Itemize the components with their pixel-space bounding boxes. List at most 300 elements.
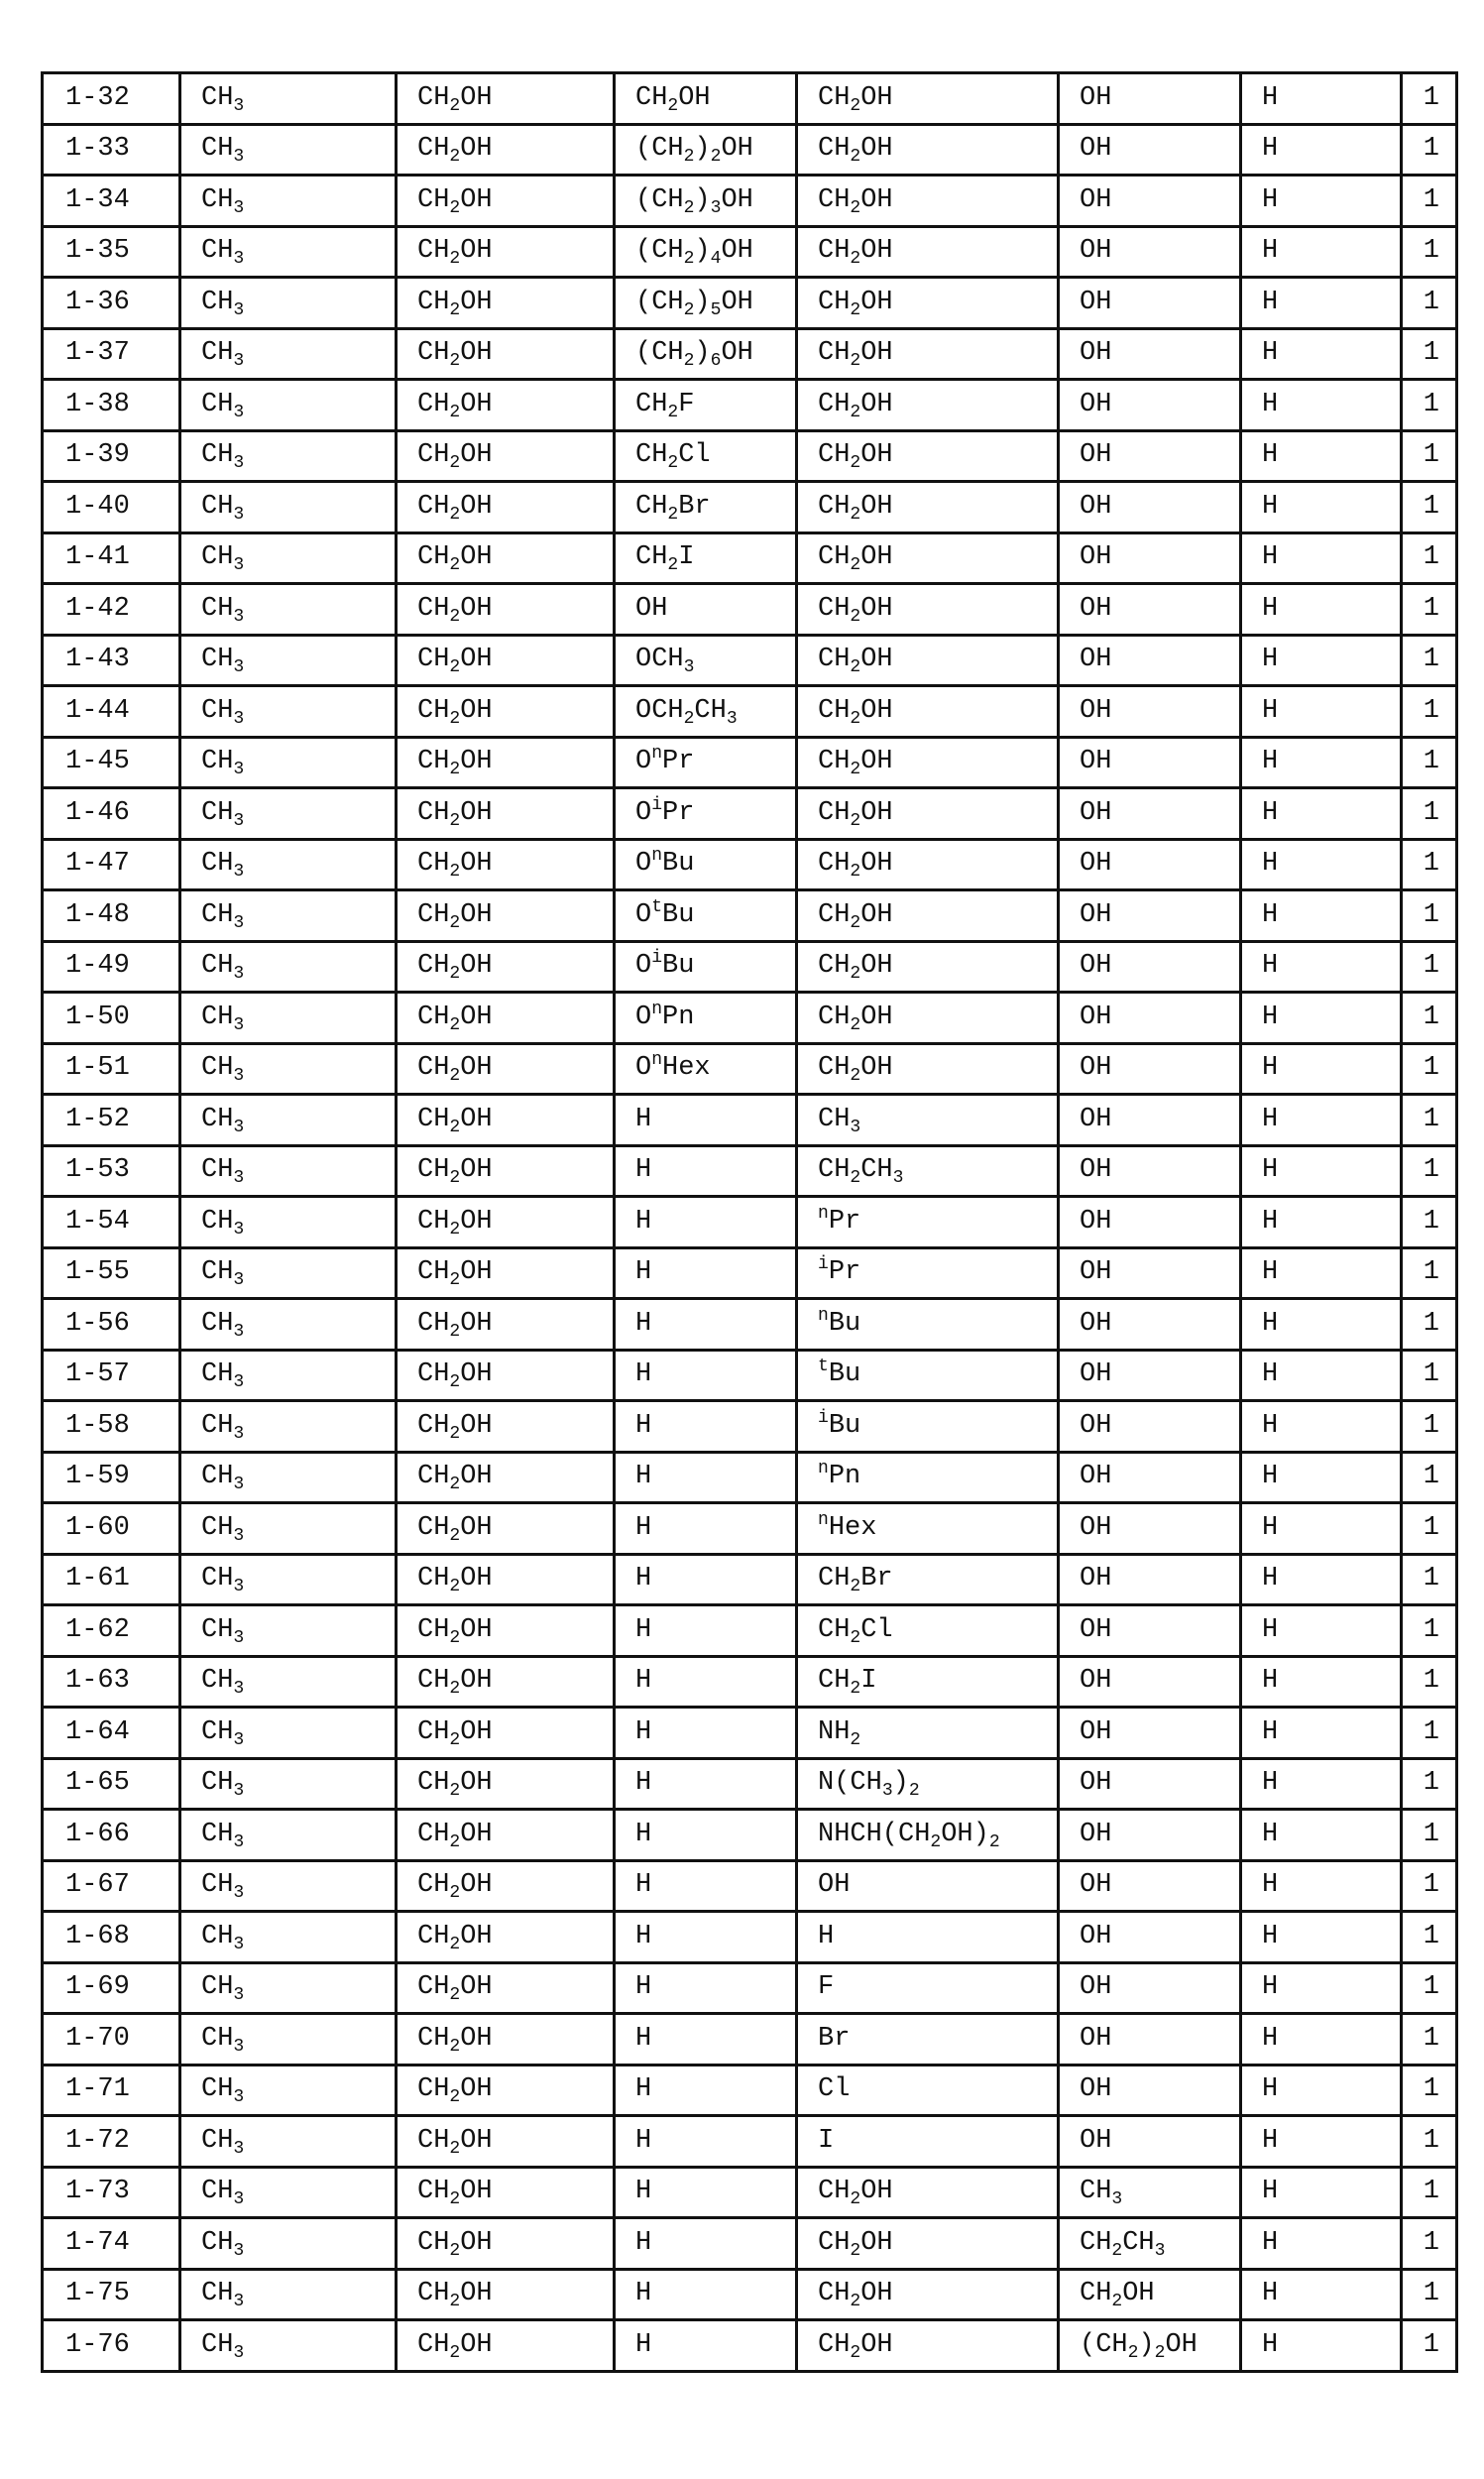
- table-cell-col6: H: [1241, 635, 1402, 686]
- table-cell-col6: H: [1241, 839, 1402, 890]
- table-cell-col4: Br: [797, 2014, 1059, 2066]
- table-row: [43, 2167, 1457, 2218]
- table-cell-col3: H: [615, 1452, 797, 1503]
- table-row: [43, 2269, 1457, 2320]
- table-cell-col2: CH2OH: [397, 2320, 615, 2372]
- table-cell-col4: CH2OH: [797, 941, 1059, 993]
- table-cell-col7: 1: [1402, 2065, 1457, 2116]
- table-cell-col7: 1: [1402, 1962, 1457, 2014]
- table-cell-col7: 1: [1402, 2014, 1457, 2066]
- compound-id-cell: 1-58: [43, 1401, 180, 1453]
- table-cell-col5: OH: [1059, 2014, 1241, 2066]
- compound-id-cell: 1-74: [43, 2218, 180, 2270]
- table-cell-col4: I: [797, 2116, 1059, 2168]
- table-cell-col6: H: [1241, 2269, 1402, 2320]
- table-cell-col1: CH3: [180, 1554, 397, 1605]
- table-row: [43, 1656, 1457, 1708]
- table-cell-col4: nHex: [797, 1503, 1059, 1555]
- table-cell-col7: 1: [1402, 1503, 1457, 1555]
- compound-id-cell: 1-42: [43, 584, 180, 636]
- compound-id-cell: 1-69: [43, 1962, 180, 2014]
- table-cell-col4: nPn: [797, 1452, 1059, 1503]
- table-cell-col2: CH2OH: [397, 686, 615, 738]
- table-cell-col7: 1: [1402, 124, 1457, 176]
- table-row: [43, 1605, 1457, 1657]
- table-cell-col6: H: [1241, 1197, 1402, 1248]
- compound-id-cell: 1-57: [43, 1350, 180, 1401]
- table-cell-col4: CH2OH: [797, 73, 1059, 125]
- table-cell-col2: CH2OH: [397, 2065, 615, 2116]
- table-cell-col4: CH2OH: [797, 380, 1059, 431]
- table-cell-col1: CH3: [180, 176, 397, 227]
- compound-id-cell: 1-52: [43, 1095, 180, 1146]
- table-cell-col4: CH2OH: [797, 2167, 1059, 2218]
- table-cell-col2: CH2OH: [397, 1247, 615, 1299]
- table-row: [43, 941, 1457, 993]
- table-cell-col4: CH2OH: [797, 737, 1059, 788]
- table-cell-col7: 1: [1402, 176, 1457, 227]
- compound-id-cell: 1-72: [43, 2116, 180, 2168]
- table-row: [43, 1299, 1457, 1351]
- compound-id-cell: 1-46: [43, 788, 180, 840]
- table-cell-col1: CH3: [180, 73, 397, 125]
- table-cell-col6: H: [1241, 430, 1402, 482]
- table-cell-col3: CH2I: [615, 532, 797, 584]
- table-cell-col7: 1: [1402, 839, 1457, 890]
- table-cell-col1: CH3: [180, 430, 397, 482]
- table-cell-col7: 1: [1402, 1401, 1457, 1453]
- table-row: [43, 1350, 1457, 1401]
- table-cell-col2: CH2OH: [397, 1145, 615, 1197]
- table-cell-col3: CH2F: [615, 380, 797, 431]
- table-cell-col3: H: [615, 1708, 797, 1759]
- compound-id-cell: 1-33: [43, 124, 180, 176]
- table-cell-col6: H: [1241, 1605, 1402, 1657]
- table-cell-col1: CH3: [180, 2014, 397, 2066]
- table-cell-col6: H: [1241, 532, 1402, 584]
- table-cell-col5: OH: [1059, 788, 1241, 840]
- table-cell-col1: CH3: [180, 1095, 397, 1146]
- table-cell-col4: CH2I: [797, 1656, 1059, 1708]
- table-cell-col6: H: [1241, 73, 1402, 125]
- table-cell-col6: H: [1241, 1810, 1402, 1861]
- table-cell-col2: CH2OH: [397, 73, 615, 125]
- table-cell-col2: CH2OH: [397, 1860, 615, 1912]
- table-cell-col6: H: [1241, 1758, 1402, 1810]
- compound-id-cell: 1-49: [43, 941, 180, 993]
- table-cell-col3: H: [615, 1197, 797, 1248]
- table-cell-col5: OH: [1059, 1043, 1241, 1095]
- compound-id-cell: 1-51: [43, 1043, 180, 1095]
- table-cell-col2: CH2OH: [397, 1554, 615, 1605]
- table-row: [43, 1758, 1457, 1810]
- table-cell-col3: (CH2)3OH: [615, 176, 797, 227]
- table-cell-col2: CH2OH: [397, 1758, 615, 1810]
- table-cell-col1: CH3: [180, 1401, 397, 1453]
- compound-id-cell: 1-35: [43, 226, 180, 278]
- table-cell-col1: CH3: [180, 1043, 397, 1095]
- table-cell-col5: OH: [1059, 1912, 1241, 1963]
- table-cell-col2: CH2OH: [397, 1095, 615, 1146]
- table-cell-col7: 1: [1402, 1197, 1457, 1248]
- table-cell-col2: CH2OH: [397, 1810, 615, 1861]
- table-cell-col5: OH: [1059, 1247, 1241, 1299]
- table-cell-col5: OH: [1059, 584, 1241, 636]
- table-cell-col5: OH: [1059, 2116, 1241, 2168]
- table-cell-col4: OH: [797, 1860, 1059, 1912]
- table-cell-col1: CH3: [180, 1708, 397, 1759]
- table-cell-col6: H: [1241, 482, 1402, 533]
- table-cell-col7: 1: [1402, 788, 1457, 840]
- table-cell-col7: 1: [1402, 1247, 1457, 1299]
- table-cell-col7: 1: [1402, 1145, 1457, 1197]
- table-cell-col7: 1: [1402, 941, 1457, 993]
- table-cell-col4: CH2Cl: [797, 1605, 1059, 1657]
- table-cell-col1: CH3: [180, 278, 397, 329]
- table-cell-col6: H: [1241, 890, 1402, 942]
- table-cell-col1: CH3: [180, 1758, 397, 1810]
- table-cell-col4: H: [797, 1912, 1059, 1963]
- table-cell-col2: CH2OH: [397, 1656, 615, 1708]
- table-cell-col6: H: [1241, 1503, 1402, 1555]
- table-cell-col3: H: [615, 2167, 797, 2218]
- table-cell-col3: OCH3: [615, 635, 797, 686]
- table-cell-col6: H: [1241, 2320, 1402, 2372]
- table-row: [43, 1401, 1457, 1453]
- table-cell-col6: H: [1241, 1962, 1402, 2014]
- table-cell-col6: H: [1241, 686, 1402, 738]
- table-cell-col4: tBu: [797, 1350, 1059, 1401]
- table-cell-col1: CH3: [180, 1350, 397, 1401]
- table-cell-col4: CH2OH: [797, 2320, 1059, 2372]
- table-cell-col6: H: [1241, 1299, 1402, 1351]
- table-cell-col3: OtBu: [615, 890, 797, 942]
- table-cell-col5: OH: [1059, 1860, 1241, 1912]
- table-cell-col3: H: [615, 1656, 797, 1708]
- table-cell-col3: (CH2)5OH: [615, 278, 797, 329]
- table-cell-col5: OH: [1059, 1095, 1241, 1146]
- table-cell-col4: iBu: [797, 1401, 1059, 1453]
- table-cell-col1: CH3: [180, 993, 397, 1044]
- table-cell-col5: OH: [1059, 73, 1241, 125]
- table-cell-col5: (CH2)2OH: [1059, 2320, 1241, 2372]
- table-cell-col4: CH2OH: [797, 328, 1059, 380]
- table-cell-col2: CH2OH: [397, 124, 615, 176]
- table-cell-col5: OH: [1059, 1197, 1241, 1248]
- table-cell-col3: OnBu: [615, 839, 797, 890]
- table-row: [43, 635, 1457, 686]
- table-row: [43, 430, 1457, 482]
- table-cell-col7: 1: [1402, 1708, 1457, 1759]
- table-row: [43, 124, 1457, 176]
- table-row: [43, 839, 1457, 890]
- table-cell-col7: 1: [1402, 532, 1457, 584]
- table-cell-col5: CH2OH: [1059, 2269, 1241, 2320]
- table-cell-col3: H: [615, 1758, 797, 1810]
- table-cell-col7: 1: [1402, 584, 1457, 636]
- table-cell-col7: 1: [1402, 1350, 1457, 1401]
- table-row: [43, 2116, 1457, 2168]
- table-cell-col6: H: [1241, 1708, 1402, 1759]
- table-cell-col3: H: [615, 1401, 797, 1453]
- table-cell-col5: OH: [1059, 993, 1241, 1044]
- table-cell-col1: CH3: [180, 686, 397, 738]
- compound-id-cell: 1-75: [43, 2269, 180, 2320]
- table-cell-col6: H: [1241, 1401, 1402, 1453]
- table-cell-col3: H: [615, 2014, 797, 2066]
- compound-id-cell: 1-44: [43, 686, 180, 738]
- table-row: [43, 1962, 1457, 2014]
- compound-id-cell: 1-45: [43, 737, 180, 788]
- table-cell-col4: CH2OH: [797, 532, 1059, 584]
- compound-id-cell: 1-64: [43, 1708, 180, 1759]
- table-row: [43, 1043, 1457, 1095]
- table-cell-col2: CH2OH: [397, 1043, 615, 1095]
- table-cell-col1: CH3: [180, 584, 397, 636]
- table-cell-col1: CH3: [180, 1503, 397, 1555]
- table-cell-col3: H: [615, 2320, 797, 2372]
- compound-id-cell: 1-38: [43, 380, 180, 431]
- compound-id-cell: 1-48: [43, 890, 180, 942]
- table-cell-col6: H: [1241, 1554, 1402, 1605]
- table-cell-col6: H: [1241, 1145, 1402, 1197]
- table-cell-col7: 1: [1402, 328, 1457, 380]
- table-cell-col3: H: [615, 2269, 797, 2320]
- table-cell-col4: Cl: [797, 2065, 1059, 2116]
- table-row: [43, 278, 1457, 329]
- table-cell-col1: CH3: [180, 1810, 397, 1861]
- compound-id-cell: 1-62: [43, 1605, 180, 1657]
- table-cell-col5: OH: [1059, 532, 1241, 584]
- table-cell-col7: 1: [1402, 1656, 1457, 1708]
- table-cell-col4: CH2OH: [797, 176, 1059, 227]
- table-cell-col1: CH3: [180, 2065, 397, 2116]
- table-cell-col5: OH: [1059, 1810, 1241, 1861]
- table-cell-col2: CH2OH: [397, 993, 615, 1044]
- table-cell-col5: OH: [1059, 941, 1241, 993]
- table-cell-col2: CH2OH: [397, 482, 615, 533]
- table-cell-col3: CH2OH: [615, 73, 797, 125]
- table-cell-col7: 1: [1402, 1299, 1457, 1351]
- table-cell-col7: 1: [1402, 278, 1457, 329]
- table-cell-col3: (CH2)6OH: [615, 328, 797, 380]
- table-row: [43, 2014, 1457, 2066]
- table-cell-col2: CH2OH: [397, 328, 615, 380]
- table-cell-col1: CH3: [180, 1605, 397, 1657]
- table-cell-col6: H: [1241, 1095, 1402, 1146]
- table-row: [43, 1095, 1457, 1146]
- table-cell-col2: CH2OH: [397, 1605, 615, 1657]
- table-cell-col2: CH2OH: [397, 1962, 615, 2014]
- table-row: [43, 1197, 1457, 1248]
- table-cell-col2: CH2OH: [397, 1912, 615, 1963]
- table-cell-col1: CH3: [180, 482, 397, 533]
- compound-id-cell: 1-37: [43, 328, 180, 380]
- table-cell-col1: CH3: [180, 941, 397, 993]
- table-row: [43, 584, 1457, 636]
- table-cell-col2: CH2OH: [397, 380, 615, 431]
- table-cell-col3: OnPn: [615, 993, 797, 1044]
- table-cell-col3: H: [615, 2116, 797, 2168]
- table-cell-col5: OH: [1059, 686, 1241, 738]
- table-cell-col4: F: [797, 1962, 1059, 2014]
- table-cell-col7: 1: [1402, 2320, 1457, 2372]
- table-cell-col6: H: [1241, 2116, 1402, 2168]
- table-cell-col3: CH2Cl: [615, 430, 797, 482]
- table-row: [43, 1912, 1457, 1963]
- table-cell-col1: CH3: [180, 1145, 397, 1197]
- table-cell-col1: CH3: [180, 1452, 397, 1503]
- table-cell-col4: CH2OH: [797, 2218, 1059, 2270]
- table-row: [43, 380, 1457, 431]
- compound-id-cell: 1-40: [43, 482, 180, 533]
- table-row: [43, 226, 1457, 278]
- table-cell-col5: OH: [1059, 482, 1241, 533]
- table-cell-col1: CH3: [180, 839, 397, 890]
- table-cell-col7: 1: [1402, 890, 1457, 942]
- table-cell-col2: CH2OH: [397, 278, 615, 329]
- table-cell-col7: 1: [1402, 1758, 1457, 1810]
- table-cell-col4: CH2CH3: [797, 1145, 1059, 1197]
- table-cell-col1: CH3: [180, 226, 397, 278]
- table-cell-col3: H: [615, 1145, 797, 1197]
- table-cell-col1: CH3: [180, 2167, 397, 2218]
- table-cell-col6: H: [1241, 380, 1402, 431]
- table-cell-col4: CH2OH: [797, 2269, 1059, 2320]
- table-row: [43, 686, 1457, 738]
- table-cell-col6: H: [1241, 124, 1402, 176]
- table-cell-col3: H: [615, 1554, 797, 1605]
- table-row: [43, 788, 1457, 840]
- compound-id-cell: 1-67: [43, 1860, 180, 1912]
- table-cell-col4: CH2Br: [797, 1554, 1059, 1605]
- table-cell-col1: CH3: [180, 2116, 397, 2168]
- table-cell-col5: OH: [1059, 1554, 1241, 1605]
- table-cell-col3: H: [615, 2218, 797, 2270]
- table-cell-col3: CH2Br: [615, 482, 797, 533]
- table-row: [43, 482, 1457, 533]
- table-cell-col7: 1: [1402, 993, 1457, 1044]
- table-cell-col1: CH3: [180, 328, 397, 380]
- table-cell-col7: 1: [1402, 686, 1457, 738]
- table-row: [43, 328, 1457, 380]
- table-body: [43, 73, 1457, 2372]
- table-row: [43, 532, 1457, 584]
- table-row: [43, 1860, 1457, 1912]
- table-cell-col6: H: [1241, 941, 1402, 993]
- table-cell-col4: nPr: [797, 1197, 1059, 1248]
- table-row: [43, 1503, 1457, 1555]
- table-row: [43, 1810, 1457, 1861]
- table-cell-col3: H: [615, 1860, 797, 1912]
- table-cell-col4: N(CH3)2: [797, 1758, 1059, 1810]
- table-cell-col3: H: [615, 1912, 797, 1963]
- compound-id-cell: 1-70: [43, 2014, 180, 2066]
- table-cell-col7: 1: [1402, 1554, 1457, 1605]
- table-cell-col2: CH2OH: [397, 2269, 615, 2320]
- table-cell-col6: H: [1241, 278, 1402, 329]
- table-cell-col3: H: [615, 1095, 797, 1146]
- compound-id-cell: 1-34: [43, 176, 180, 227]
- table-cell-col3: (CH2)2OH: [615, 124, 797, 176]
- compound-id-cell: 1-53: [43, 1145, 180, 1197]
- table-cell-col4: CH2OH: [797, 226, 1059, 278]
- table-cell-col3: H: [615, 1299, 797, 1351]
- compound-id-cell: 1-63: [43, 1656, 180, 1708]
- table-cell-col1: CH3: [180, 890, 397, 942]
- table-cell-col5: CH2CH3: [1059, 2218, 1241, 2270]
- table-cell-col3: OnPr: [615, 737, 797, 788]
- table-cell-col6: H: [1241, 1452, 1402, 1503]
- table-cell-col2: CH2OH: [397, 635, 615, 686]
- table-cell-col1: CH3: [180, 1962, 397, 2014]
- table-cell-col2: CH2OH: [397, 788, 615, 840]
- compound-id-cell: 1-56: [43, 1299, 180, 1351]
- compound-id-cell: 1-47: [43, 839, 180, 890]
- table-row: [43, 1145, 1457, 1197]
- table-cell-col7: 1: [1402, 1095, 1457, 1146]
- compound-table: [41, 71, 1458, 2373]
- table-cell-col6: H: [1241, 1350, 1402, 1401]
- compound-id-cell: 1-60: [43, 1503, 180, 1555]
- table-cell-col4: CH2OH: [797, 993, 1059, 1044]
- table-cell-col7: 1: [1402, 1452, 1457, 1503]
- table-cell-col7: 1: [1402, 430, 1457, 482]
- table-cell-col3: OnHex: [615, 1043, 797, 1095]
- table-cell-col7: 1: [1402, 2167, 1457, 2218]
- table-row: [43, 737, 1457, 788]
- table-cell-col1: CH3: [180, 124, 397, 176]
- table-cell-col2: CH2OH: [397, 1299, 615, 1351]
- table-cell-col1: CH3: [180, 2320, 397, 2372]
- table-row: [43, 890, 1457, 942]
- table-cell-col1: CH3: [180, 532, 397, 584]
- table-cell-col3: H: [615, 1810, 797, 1861]
- table-cell-col2: CH2OH: [397, 1503, 615, 1555]
- table-cell-col5: OH: [1059, 737, 1241, 788]
- table-cell-col5: OH: [1059, 1145, 1241, 1197]
- table-cell-col5: OH: [1059, 839, 1241, 890]
- table-cell-col5: OH: [1059, 2065, 1241, 2116]
- table-cell-col2: CH2OH: [397, 532, 615, 584]
- table-cell-col7: 1: [1402, 73, 1457, 125]
- table-cell-col6: H: [1241, 2167, 1402, 2218]
- table-cell-col4: CH2OH: [797, 124, 1059, 176]
- table-cell-col5: OH: [1059, 278, 1241, 329]
- table-cell-col1: CH3: [180, 788, 397, 840]
- table-cell-col1: CH3: [180, 2218, 397, 2270]
- table-cell-col4: iPr: [797, 1247, 1059, 1299]
- table-row: [43, 1708, 1457, 1759]
- table-cell-col5: OH: [1059, 1452, 1241, 1503]
- table-cell-col3: H: [615, 1503, 797, 1555]
- compound-id-cell: 1-71: [43, 2065, 180, 2116]
- table-cell-col6: H: [1241, 2065, 1402, 2116]
- table-row: [43, 176, 1457, 227]
- table-cell-col2: CH2OH: [397, 584, 615, 636]
- table-cell-col7: 1: [1402, 1043, 1457, 1095]
- compound-id-cell: 1-55: [43, 1247, 180, 1299]
- table-cell-col5: OH: [1059, 226, 1241, 278]
- table-cell-col4: CH2OH: [797, 1043, 1059, 1095]
- table-cell-col4: CH2OH: [797, 788, 1059, 840]
- compound-id-cell: 1-73: [43, 2167, 180, 2218]
- compound-id-cell: 1-68: [43, 1912, 180, 1963]
- table-cell-col5: OH: [1059, 430, 1241, 482]
- table-cell-col1: CH3: [180, 380, 397, 431]
- table-cell-col7: 1: [1402, 1912, 1457, 1963]
- table-cell-col6: H: [1241, 1043, 1402, 1095]
